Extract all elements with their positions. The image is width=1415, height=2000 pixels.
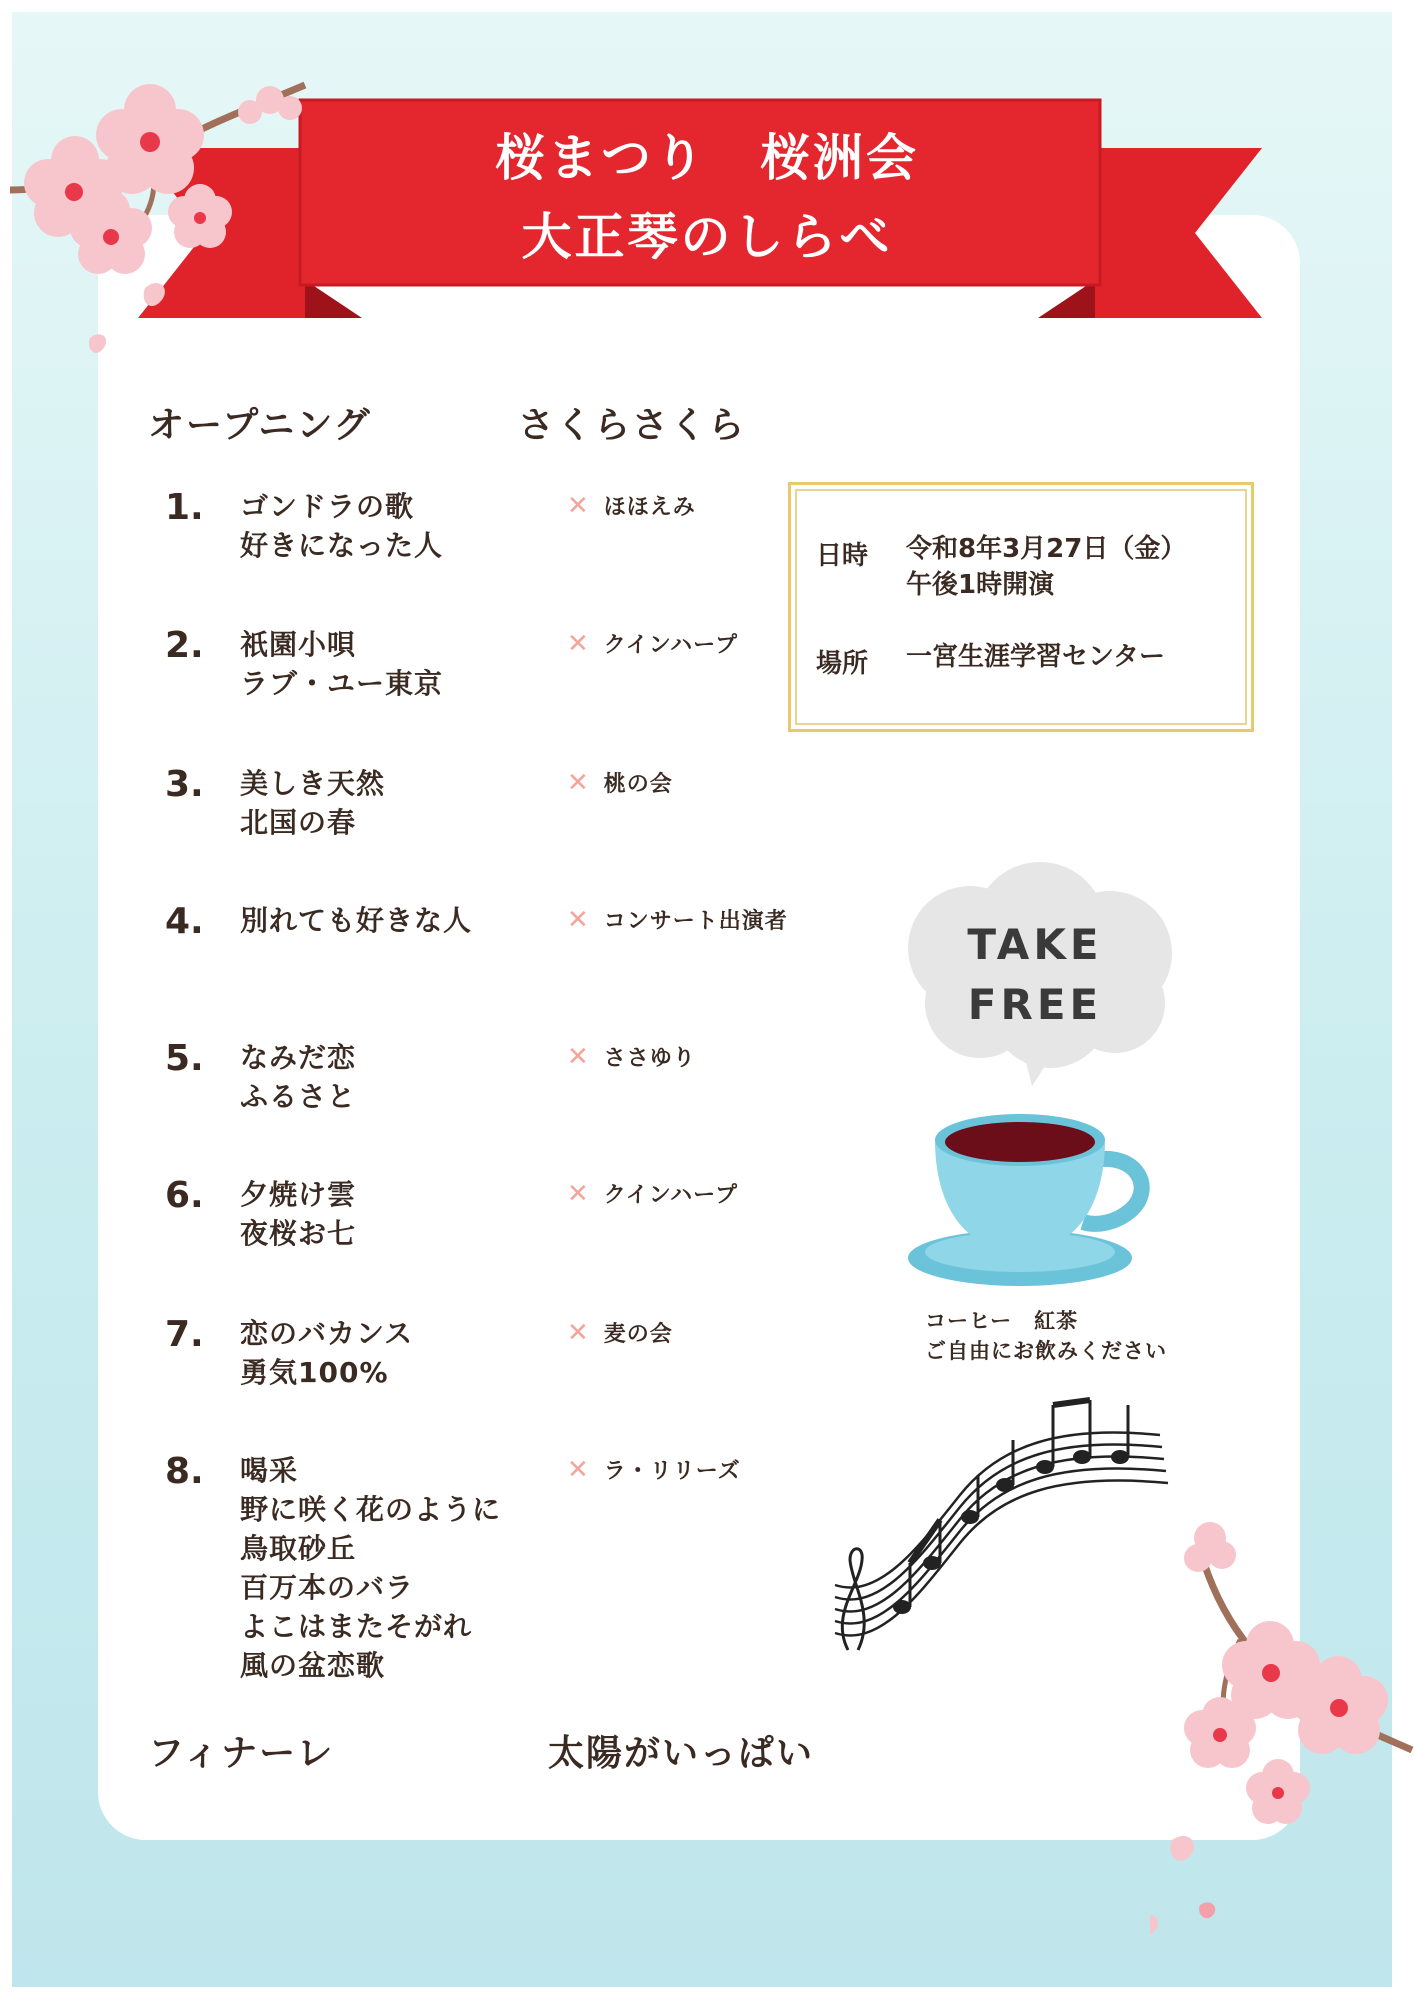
x-mark-icon: ✕ [567, 1178, 590, 1209]
date-label: 日時 [816, 541, 869, 571]
take-free-line2: FREE [967, 980, 1103, 1029]
item-number: 3. [165, 764, 204, 805]
performer [567, 1178, 738, 1209]
song-title: 別れても好きな人 [240, 904, 473, 937]
song-title: 美しき天然 [240, 767, 386, 800]
performer [567, 1317, 673, 1348]
item-number: 7. [165, 1314, 204, 1355]
performer-name: ほほえみ [603, 495, 696, 520]
drinks-line1: コーヒー 紅茶 [925, 1309, 1079, 1333]
performer [567, 904, 788, 935]
item-songs [240, 625, 443, 703]
song-title: 好きになった人 [240, 529, 444, 562]
music-notes-icon [820, 1385, 1180, 1665]
item-number: 6. [165, 1175, 204, 1216]
performer [567, 767, 673, 798]
song-title: ラブ・ユー東京 [240, 667, 444, 700]
performer-name: コンサート出演者 [603, 909, 788, 934]
coffee-cup-icon [905, 1100, 1165, 1290]
cherry-blossom-icon [0, 40, 330, 360]
opening-label: オープニング [148, 405, 372, 446]
x-mark-icon: ✕ [567, 904, 590, 935]
x-mark-icon: ✕ [567, 490, 590, 521]
date-value [906, 531, 1186, 603]
x-mark-icon: ✕ [567, 1317, 590, 1348]
performer [567, 628, 738, 659]
item-songs [240, 487, 443, 565]
song-title: 喝采 [240, 1454, 299, 1487]
finale-song: 太陽がいっぱい [548, 1733, 815, 1774]
item-songs [240, 901, 472, 940]
item-songs [240, 1451, 501, 1685]
item-songs [240, 1314, 413, 1392]
finale-label: フィナーレ [148, 1733, 335, 1774]
item-number: 4. [165, 901, 204, 942]
performer-name: クインハープ [603, 633, 739, 658]
performer [567, 1041, 696, 1072]
item-number: 8. [165, 1451, 204, 1492]
song-title: 祇園小唄 [240, 628, 357, 661]
performer [567, 490, 696, 521]
opening-song: さくらさくら [518, 405, 747, 446]
song-title: 百万本のバラ [240, 1571, 415, 1604]
song-title: 鳥取砂丘 [240, 1532, 357, 1565]
song-title: 北国の春 [240, 806, 357, 839]
song-title: 風の盆恋歌 [240, 1649, 386, 1682]
performer [567, 1454, 741, 1485]
cherry-blossom-icon [1150, 1510, 1415, 1960]
performer-name: ラ・リリーズ [603, 1459, 741, 1484]
performer-name: 桃の会 [603, 772, 673, 797]
x-mark-icon: ✕ [567, 628, 590, 659]
song-title: 勇気100% [240, 1356, 389, 1389]
banner-title-line2: 大正琴のしらべ [521, 208, 893, 266]
song-title: よこはまたそがれ [240, 1610, 473, 1643]
song-title: 夜桜お七 [240, 1217, 357, 1250]
place-label: 場所 [816, 649, 869, 679]
performer-name: ささゆり [603, 1046, 696, 1071]
item-number: 2. [165, 625, 204, 666]
banner-title-line1: 桜まつり 桜洲会 [495, 129, 919, 187]
x-mark-icon: ✕ [567, 1041, 590, 1072]
song-title: ふるさと [240, 1080, 357, 1113]
item-songs [240, 1175, 356, 1253]
event-info-box [788, 482, 1254, 732]
performer-name: 麦の会 [603, 1322, 673, 1347]
item-songs [240, 1038, 356, 1116]
drinks-line2: ご自由にお飲みください [925, 1339, 1167, 1363]
performer-name: クインハープ [603, 1183, 739, 1208]
x-mark-icon: ✕ [567, 767, 590, 798]
item-songs [240, 764, 385, 842]
song-title: ゴンドラの歌 [240, 490, 415, 523]
song-title: 野に咲く花のように [240, 1493, 502, 1526]
song-title: 夕焼け雲 [240, 1178, 357, 1211]
speech-cloud-icon [900, 858, 1180, 1090]
item-number: 1. [165, 487, 204, 528]
x-mark-icon: ✕ [567, 1454, 590, 1485]
item-number: 5. [165, 1038, 204, 1079]
take-free-line1: TAKE [967, 920, 1103, 969]
date-line: 令和8年3月27日（金） [906, 534, 1187, 564]
song-title: 恋のバカンス [240, 1317, 414, 1350]
place-value: 一宮生涯学習センター [906, 642, 1165, 672]
song-title: なみだ恋 [240, 1041, 357, 1074]
time-line: 午後1時開演 [906, 570, 1055, 600]
